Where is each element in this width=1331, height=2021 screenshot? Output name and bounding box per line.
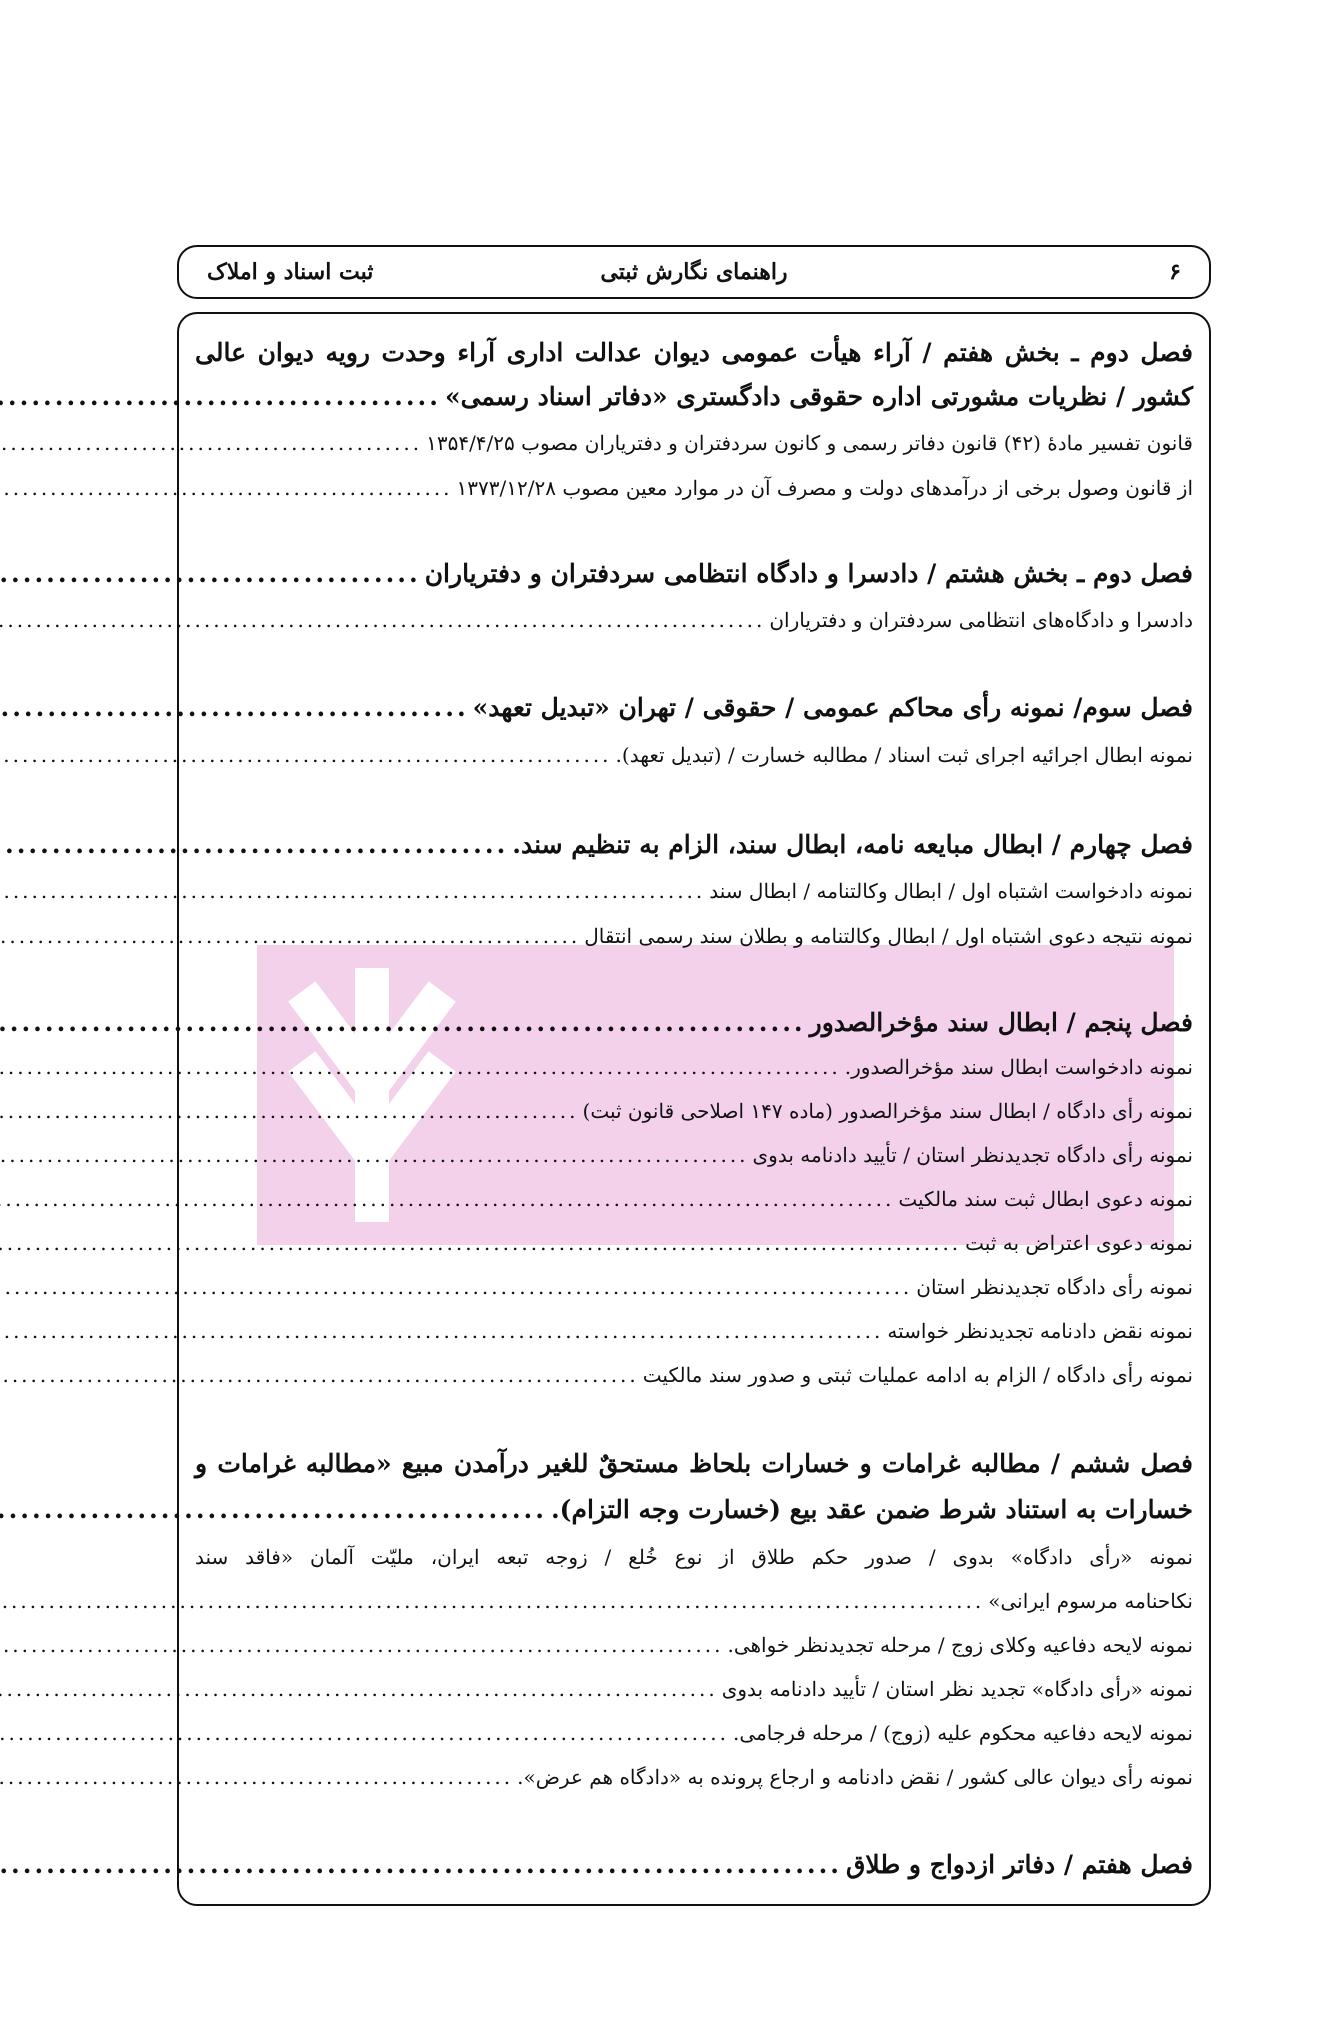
toc-entry[interactable]: نکاحنامه مرسوم ایرانی» ..... <box>195 1579 1193 1623</box>
toc-chapter-heading[interactable]: فصل پنجم / ابطال سند مؤخرالصدور ..... <box>195 1001 1193 1045</box>
toc-entry[interactable]: نمونه نتیجه دعوی اشتباه اول / ابطال وکالتنامه و بطلان سند رسمی انتقال ..... <box>195 914 1193 958</box>
series-title: ثبت اسناد و املاک <box>207 259 374 285</box>
toc-entry[interactable]: نمونه ابطال اجرائیه اجرای ثبت اسناد / مطالبه خسارت / (تبدیل تعهد). ..... <box>195 733 1193 777</box>
toc-entry[interactable]: نمونه «رأی دادگاه» تجدید نظر استان / تأیید دادنامه بدوی ..... <box>195 1667 1193 1711</box>
toc-chapter-heading[interactable]: فصل سوم/ نمونه رأی محاکم عمومی / حقوقی / تهران «تبدیل تعهد» ..... <box>195 686 1193 730</box>
toc-chapter-heading[interactable]: فصل ششم / مطالبه غرامات و خسارات بلحاظ مستحقٌ للغیر درآمدن مبیع «مطالبه غرامات و <box>195 1449 1193 1478</box>
toc-chapter-heading[interactable]: فصل چهارم / ابطال مبایعه نامه، ابطال سند، الزام به تنظیم سند. ..... <box>195 823 1193 867</box>
toc-entry[interactable]: نمونه رأی دیوان عالی کشور / نقض دادنامه و ارجاع پرونده به «دادگاه هم عرض». ..... <box>195 1755 1193 1799</box>
toc-entry[interactable]: نمونه دادخواست اشتباه اول / ابطال وکالتنامه / ابطال سند ..... <box>195 869 1193 913</box>
page-number: ۶ <box>1169 259 1181 285</box>
toc-entry[interactable]: قانون تفسیر مادهٔ (۴۲) قانون دفاتر رسمی و کانون سردفتران و دفتریاران مصوب ۱۳۵۴/۴/۲۵ ..... <box>195 421 1193 465</box>
toc-entry[interactable]: نمونه «رأی دادگاه» بدوی / صدور حکم طلاق از نوع خُلع / زوجه تبعه ایران، ملیّت آلمان «فاقد سند <box>195 1545 1193 1569</box>
toc-entry[interactable]: نمونه دعوی اعتراض به ثبت ..... <box>195 1221 1193 1265</box>
toc-entry[interactable]: از قانون وصول برخی از درآمدهای دولت و مصرف آن در موارد معین مصوب ۱۳۷۳/۱۲/۲۸ ..... <box>195 466 1193 510</box>
toc-entry[interactable]: نمونه لایحه دفاعیه محکوم علیه (زوج) / مرحله فرجامی. ..... <box>195 1711 1193 1755</box>
toc-entry[interactable]: نمونه رأی دادگاه / الزام به ادامه عملیات ثبتی و صدور سند مالکیت ..... <box>195 1353 1193 1397</box>
toc-entry[interactable]: نمونه لایحه دفاعیه وکلای زوج / مرحله تجدیدنظر خواهی. ..... <box>195 1623 1193 1667</box>
toc-chapter-heading[interactable]: کشور / نظریات مشورتی اداره حقوقی دادگستری «دفاتر اسناد رسمی» ..... <box>195 375 1193 419</box>
toc-entry[interactable]: دادسرا و دادگاه‌های انتظامی سردفتران و دفتریاران ..... <box>195 598 1193 642</box>
toc-entry[interactable]: نمونه رأی دادگاه تجدیدنظر استان / تأیید دادنامه بدوی ..... <box>195 1133 1193 1177</box>
toc-chapter-heading[interactable]: فصل دوم ـ بخش هشتم / دادسرا و دادگاه انتظامی سردفتران و دفتریاران ..... <box>195 552 1193 596</box>
toc-chapter-heading[interactable]: فصل دوم ـ بخش هفتم / آراء هیأت عمومی دیوان عدالت اداری آراء وحدت رویه دیوان عالی <box>195 338 1193 367</box>
book-title: راهنمای نگارش ثبتی <box>600 259 788 285</box>
toc-chapter-heading[interactable]: خسارات به استناد شرط ضمن عقد بیع (خسارت وجه التزام). ..... <box>195 1488 1193 1532</box>
running-header <box>177 245 1211 299</box>
toc-entry[interactable]: نمونه دعوی ابطال ثبت سند مالکیت ..... <box>195 1177 1193 1221</box>
toc-entry[interactable]: نمونه نقض دادنامه تجدیدنظر خواسته ..... <box>195 1309 1193 1353</box>
toc-entry[interactable]: نمونه رأی دادگاه تجدیدنظر استان ..... <box>195 1265 1193 1309</box>
toc-entry[interactable]: نمونه دادخواست ابطال سند مؤخرالصدور. ..... <box>195 1045 1193 1089</box>
toc-chapter-heading[interactable]: فصل هفتم / دفاتر ازدواج و طلاق ..... <box>195 1843 1193 1887</box>
toc-entry[interactable]: نمونه رأی دادگاه / ابطال سند مؤخرالصدور (ماده ۱۴۷ اصلاحی قانون ثبت) ..... <box>195 1089 1193 1133</box>
